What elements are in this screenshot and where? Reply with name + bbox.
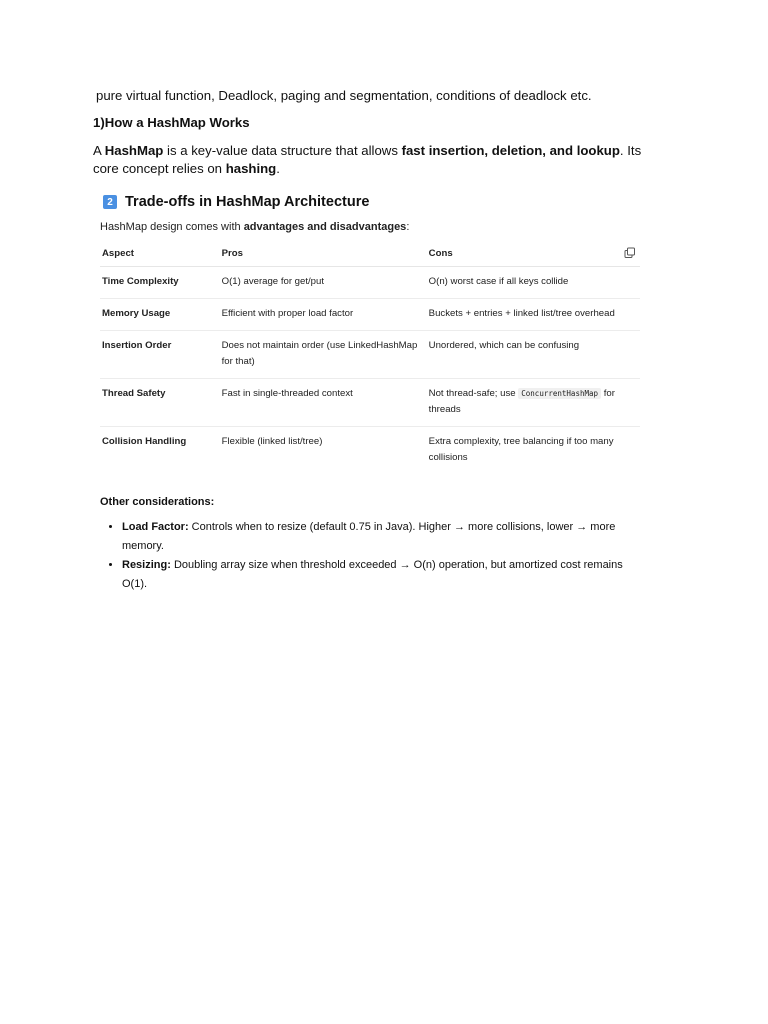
cell-cons: Extra complexity, tree balancing if too many collisions [428, 436, 614, 463]
bullet-label: Load Factor: [122, 521, 189, 533]
para-bold: fast insertion, deletion, and lookup [401, 143, 620, 158]
para-bold: hashing [225, 161, 277, 176]
cell-pros: Fast in single-threaded context [220, 379, 427, 427]
cell-aspect: Memory Usage [100, 299, 220, 331]
header-pros: Pros [220, 240, 427, 267]
section-heading: 1)How a HashMap Works [93, 115, 250, 130]
cell-cons: Unordered, which can be confusing [427, 331, 640, 379]
screenshot-title [100, 190, 642, 214]
intro-text: pure virtual function, Deadlock, paging and segmentation, conditions of deadlock etc. [96, 88, 592, 103]
list-item [122, 556, 626, 594]
table-row [100, 379, 640, 427]
table-header-row [100, 240, 640, 267]
table-row [100, 299, 640, 331]
table-row [100, 427, 640, 475]
header-cons-label: Cons [428, 247, 453, 259]
table-row [100, 331, 640, 379]
inline-code: ConcurrentHashMap [518, 388, 601, 399]
cell-aspect: Collision Handling [102, 436, 187, 447]
para-bold: HashMap [104, 143, 164, 158]
intro-paragraph [93, 142, 663, 178]
screenshot-title-text: Trade-offs in HashMap Architecture [125, 194, 370, 210]
copy-icon[interactable] [624, 247, 636, 259]
header-aspect: Aspect [100, 240, 220, 267]
embedded-screenshot [100, 190, 642, 594]
cell-cons: Buckets + entries + linked list/tree overhead [427, 299, 640, 331]
header-cons [427, 240, 640, 267]
cell-pros: Flexible (linked list/tree) [221, 436, 323, 447]
other-considerations-heading: Other considerations: [100, 496, 215, 508]
cons-text: Not thread-safe; use [428, 388, 519, 399]
cell-cons: O(n) worst case if all keys collide [427, 267, 640, 299]
para-text: A [93, 143, 105, 158]
subtitle-text: HashMap design comes with [100, 221, 244, 233]
cell-aspect: Insertion Order [100, 331, 220, 379]
cell-aspect: Thread Safety [100, 379, 220, 427]
cell-pros: Does not maintain order (use LinkedHashMap for that) [220, 331, 427, 379]
table-row [100, 267, 640, 299]
cons-text: for threads [428, 388, 615, 415]
bullet-text: Controls when to resize (default 0.75 in Java). Higher → more collisions, lower → more memory. [122, 521, 616, 552]
bullet-label: Resizing: [122, 559, 171, 571]
subtitle-text: : [406, 221, 410, 233]
tradeoffs-table [100, 240, 640, 474]
cell-aspect: Time Complexity [100, 267, 220, 299]
cell-pros: O(1) average for get/put [220, 267, 427, 299]
cell-cons [427, 379, 640, 427]
para-text: . Its core concept relies on [93, 143, 642, 176]
para-text: is a key-value data structure that allows [163, 143, 402, 158]
list-item [122, 518, 626, 556]
number-badge: 2 [103, 195, 117, 209]
screenshot-subtitle [100, 218, 642, 236]
considerations-list [100, 518, 642, 594]
bullet-text: Doubling array size when threshold exceeded → O(n) operation, but amortized cost remains O(1). [122, 559, 623, 590]
subtitle-bold: advantages and disadvantages [243, 221, 407, 233]
para-text: . [276, 161, 280, 176]
cell-pros: Efficient with proper load factor [220, 299, 427, 331]
